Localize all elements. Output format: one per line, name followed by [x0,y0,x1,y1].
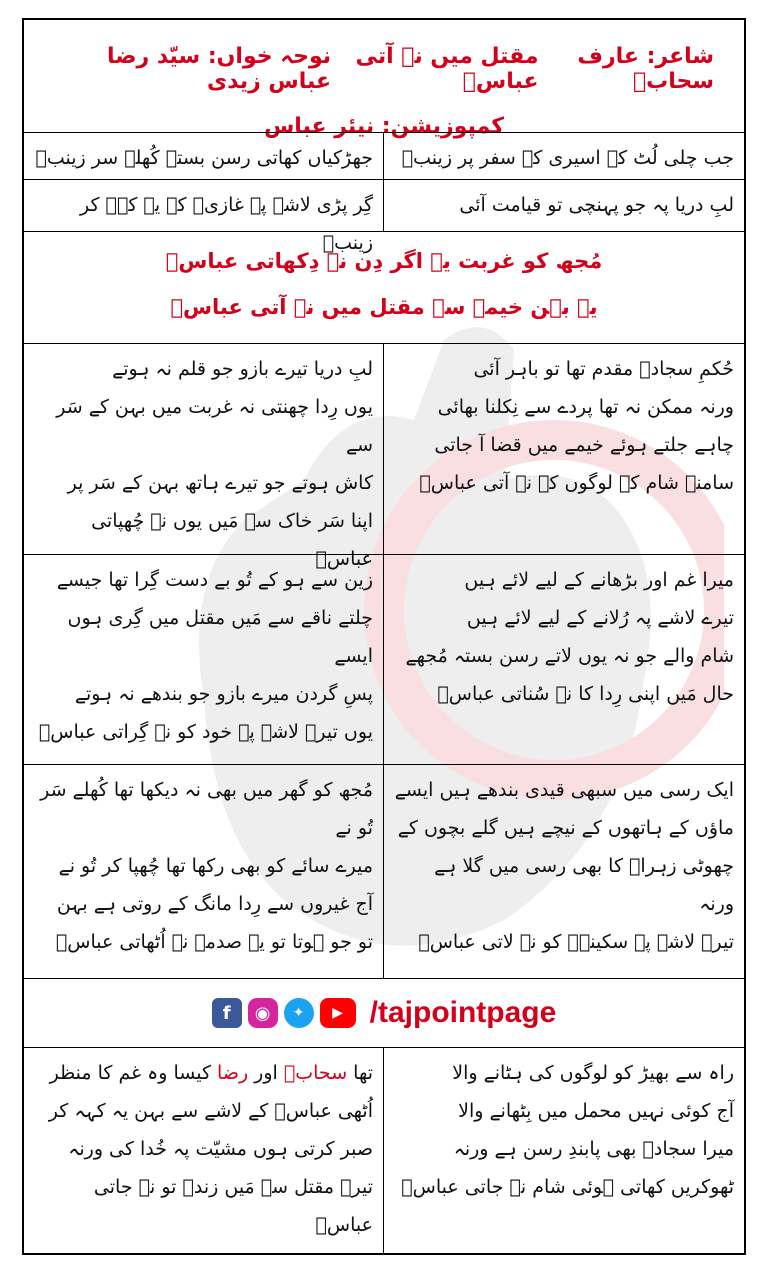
verse-line: راہ سے بھیڑ کو لوگوں کی ہٹانے والا [452,1062,734,1084]
verse-line: مُجھ کو گھر میں بھی نہ دیکھا تھا کُھلے سَر تُو نے [40,779,373,839]
verse-line: میرا غم اور بڑھانے کے لیے لائے ہیں [464,569,734,591]
stanza-left [24,765,384,978]
social-bar [24,978,744,1048]
chorus-line: یہ بہن خیمے سے مقتل میں نہ آتی عباسؑ [170,295,598,319]
poet-takhallus: سحابؔ [283,1062,348,1084]
instagram-icon[interactable]: ◉ [248,998,278,1028]
lyrics-sheet [22,18,746,1255]
verse-line: اپنا سَر خاک سے مَیں یوں نہ چُھپاتی عباسؑ [91,510,373,570]
verse-line: تیرے مقتل سے مَیں زندہ تو نہ جاتی عباسؑ [93,1176,373,1236]
stanza-left [24,1048,384,1253]
youtube-icon[interactable]: ▶ [320,998,356,1028]
verse-line: میرا سجادؑ بھی پابندِ رسن ہے ورنہ [453,1138,734,1160]
intro-line: گِر پڑی لاشے پہ غازیؑ کے یہ کہہ کر زینبؑ [24,180,384,231]
verse-line: ورنہ ممکن نہ تھا پردے سے نِکلنا بھائی [437,396,734,418]
stanza-right [384,765,744,978]
verse-line: اُٹھی عباسؑ کے لاشے سے بہن یہ کہہ کر [48,1100,373,1122]
intro-line: لبِ دریا پہ جو پہنچی تو قیامت آئی [459,194,734,216]
verse-line: چھوٹی زہراؑ کا بھی رسی میں گلا ہے ورنہ [434,855,734,915]
stanza-right [384,1048,744,1253]
stanza-3 [24,764,744,978]
verse-line: شام والے جو نہ یوں لاتے رسن بستہ مُجھے [405,645,734,667]
maqta-text: اور [248,1062,284,1084]
nauha-title: مقتل میں نہ آتی عباسؑ [355,44,539,94]
verse-line: یوں تیرے لاشے پہ خود کو نہ گِراتی عباسؑ [38,721,373,743]
verse-line: سامنے شام کے لوگوں کے نہ آتی عباسؑ [419,472,734,494]
facebook-icon[interactable]: f [212,998,242,1028]
verse-line: صبر کرتی ہوں مشیّت پہ خُدا کی ورنہ [68,1138,373,1160]
reciter-credit: نوحہ خواں: سیّد رضا عباس زیدی [107,44,332,94]
intro-row-1 [24,132,744,179]
maqta-text: کیسا وہ غم کا منظر [49,1062,218,1084]
stanza-1 [24,343,744,570]
composition-credit: کمپوزیشن: نیئر عباس [263,114,505,139]
verse-line: تیرے لاشے پہ سکینہؑ کو نہ لاتی عباسؑ [418,931,734,953]
intro-row-2 [24,179,744,254]
verse-line: آج غیروں سے رِدا مانگ کے روتی ہے بہن [56,893,373,915]
stanza-2 [24,554,744,764]
verse-line: چاہے جلتے ہوئے خیمے میں قضا آ جاتی [434,434,734,456]
verse-line: تیرے لاشے پہ رُلانے کے لیے لائے ہیں [466,607,734,629]
chorus [24,231,744,343]
verse-line: تو جو ہوتا تو یہ صدمے نہ اُٹھاتی عباسؑ [55,931,373,953]
verse-line: زین سے ہو کے تُو بے دست گِرا تھا جیسے [56,569,373,591]
verse-line: آج کوئی نہیں محمل میں بِٹھانے والا [458,1100,734,1122]
verse-line: کاش ہوتے جو تیرے ہاتھ بہن کے سَر پر [67,472,373,494]
intro-line: جب چلی لُٹ کے اسیری کے سفر پر زینبؑ [401,147,734,169]
stanza-left [24,344,384,570]
verse-line: یوں رِدا چھنتی نہ غربت میں بہن کے سَر سے [56,396,373,456]
reciter-name: رضا [217,1062,249,1084]
verse-line: چلتے ناقے سے مَیں مقتل میں گِری ہوں ایسے [67,607,373,667]
intro-line: جھڑکیاں کھاتی رسن بستہ کُھلے سر زینبؑ [24,133,384,179]
stanza-4 [24,1048,744,1253]
stanza-right [384,344,744,554]
stanza-left [24,555,384,764]
poet-credit: شاعر: عارف سحابؔ [577,44,714,94]
verse-line: لبِ دریا تیرے بازو جو قلم نہ ہوتے [112,358,373,380]
verse-line: حال مَیں اپنی رِدا کا نہ سُناتی عباسؑ [437,683,734,705]
chorus-line: مُجھ کو غربت یہ اگر دِن نہ دِکھاتی عباسؑ [165,249,603,273]
verse-line: حُکمِ سجادؑ مقدم تھا تو باہر آئی [473,358,734,380]
verse-line: ماؤں کے ہاتھوں کے نیچے ہیں گلے بچوں کے [397,817,734,839]
verse-line: میرے سائے کو بھی رکھا تھا چُھپا کر تُو نے [58,855,373,877]
stanza-right [384,555,744,764]
verse-line: پسِ گردن میرے بازو جو بندھے نہ ہوتے [74,683,373,705]
credits-row [24,20,744,94]
verse-line-maqta [34,1054,373,1092]
verse-line: ایک رسی میں سبھی قیدی بندھے ہیں ایسے [394,779,734,801]
social-handle[interactable]: /tajpointpage [369,996,557,1029]
header [24,20,744,139]
twitter-icon[interactable]: ✦ [284,998,314,1028]
maqta-text: تھا [347,1062,373,1084]
verse-line: ٹھوکریں کھاتی ہوئی شام نہ جاتی عباسؑ [401,1176,734,1198]
